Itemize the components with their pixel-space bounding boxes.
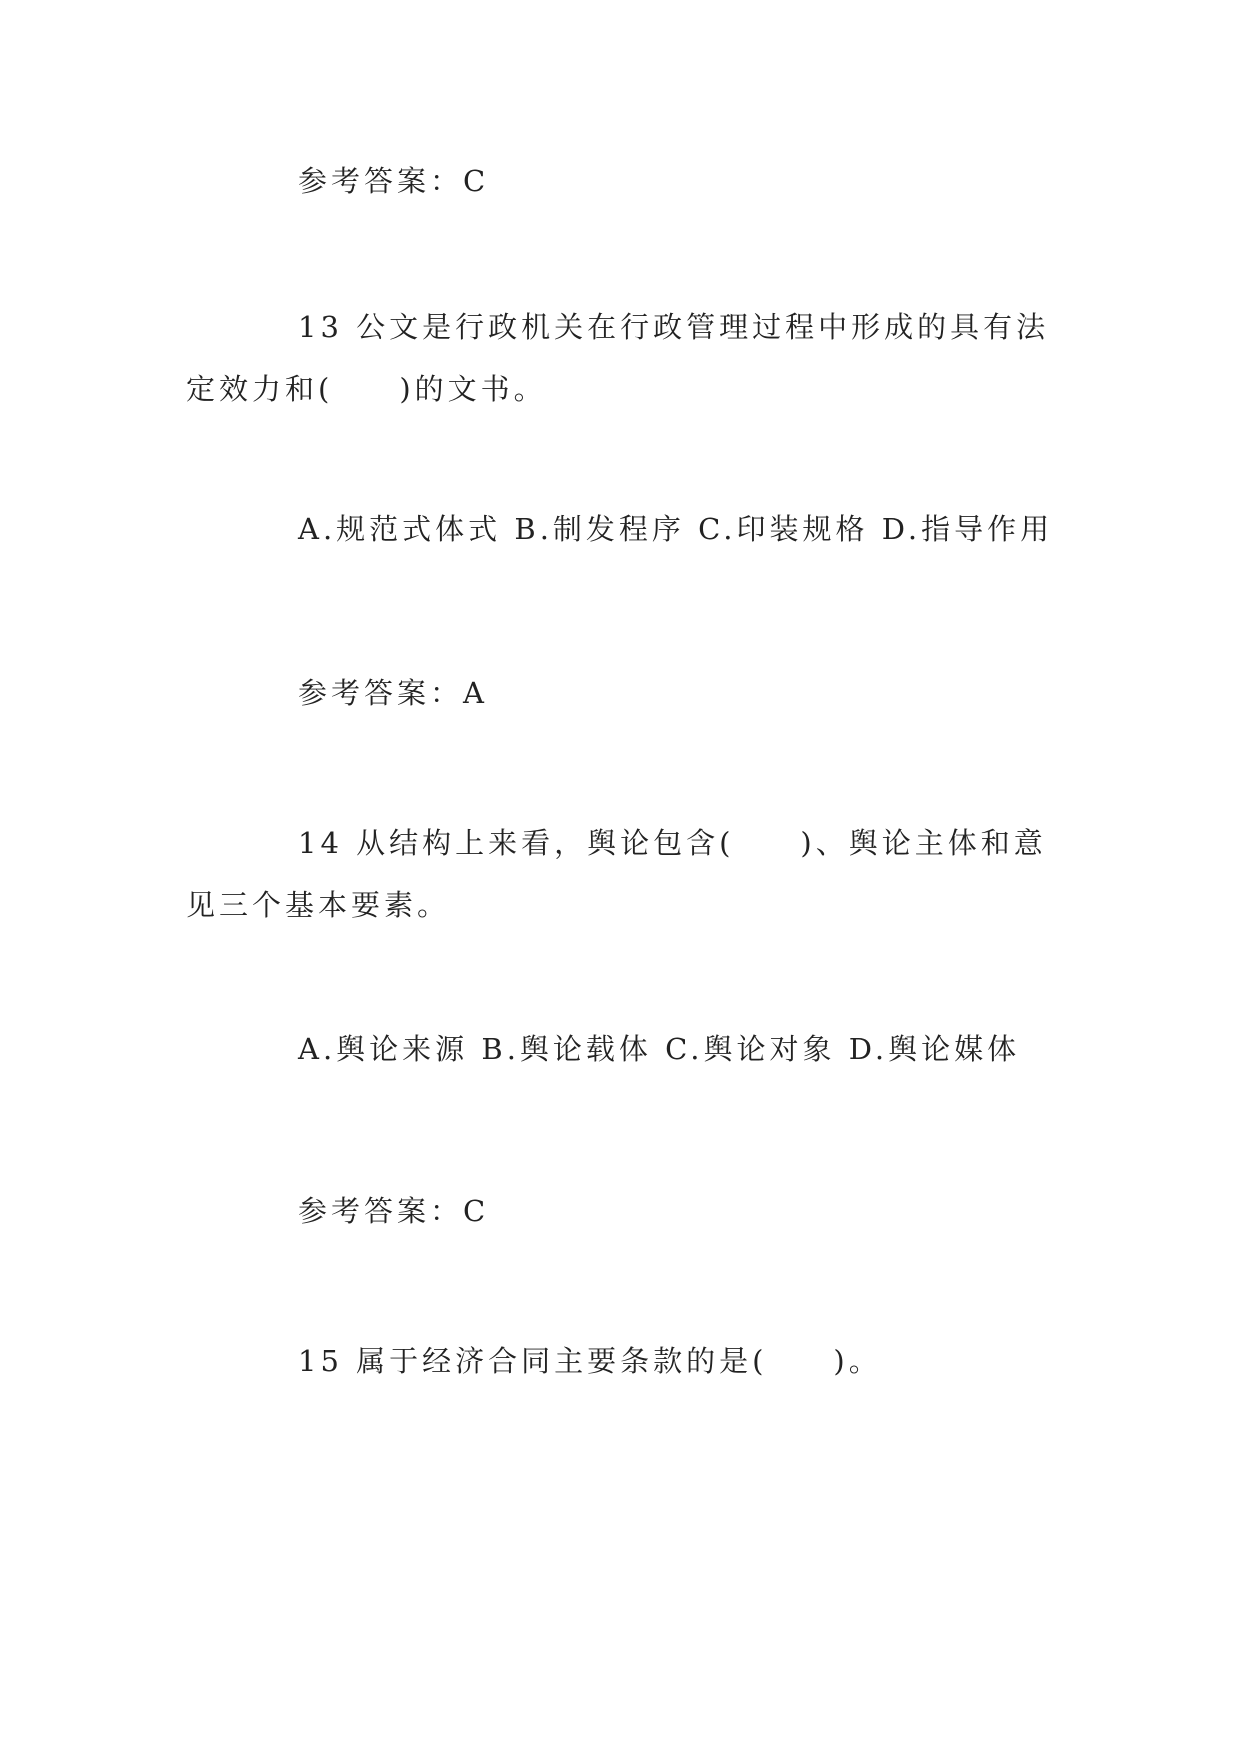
options-14: A.舆论来源 B.舆论载体 C.舆论对象 D.舆论媒体: [298, 1032, 1021, 1066]
options-13: A.规范式体式 B.制发程序 C.印装规格 D.指导作用: [298, 512, 1054, 546]
answer-12: 参考答案：C: [298, 164, 490, 198]
answer-13: 参考答案：A: [298, 676, 488, 710]
question-15: 15 属于经济合同主要条款的是( )。: [298, 1344, 882, 1378]
question-14: 14 从结构上来看，舆论包含( )、舆论主体和意见三个基本要素。: [186, 826, 1047, 922]
answer-14: 参考答案：C: [298, 1194, 490, 1228]
question-13: 13 公文是行政机关在行政管理过程中形成的具有法定效力和( )的文书。: [186, 310, 1050, 406]
